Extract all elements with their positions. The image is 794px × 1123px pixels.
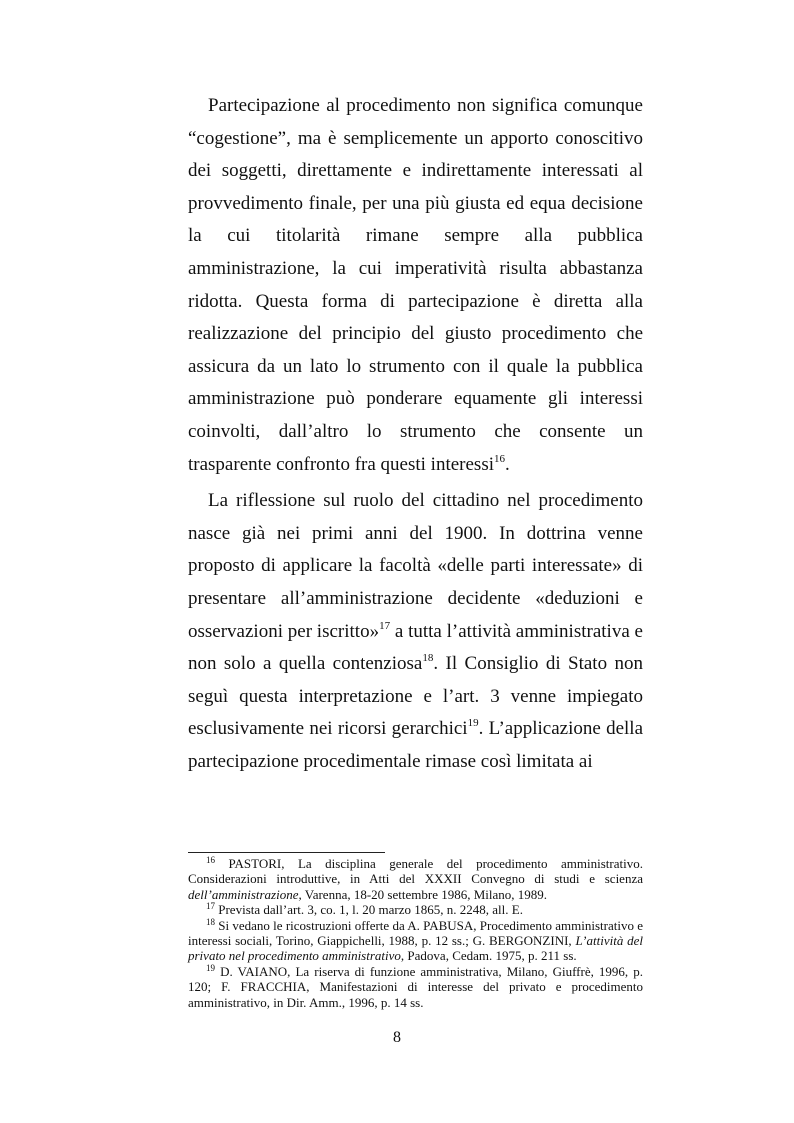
- footnote-separator: [188, 852, 385, 853]
- footnote-number: 19: [206, 962, 215, 973]
- footnote-number: 16: [206, 855, 215, 865]
- footnote-16: [188, 856, 643, 902]
- footnote-text: D. VAIANO, La riserva di funzione amministrativa, Milano, Giuffrè, 1996, p. 120; F. FRACCHIA, Manifestazioni di interesse del privato e procedimento amministrativo, in Dir. Amm., 1996, p. 14 ss.: [188, 963, 643, 1010]
- footnote-text: Varenna, 18-20 settembre 1986, Milano, 1989.: [301, 886, 548, 902]
- paragraph-text: . L’applicazione della partecipazione procedimentale rimase così limitata ai: [188, 718, 644, 772]
- footnote-19: [188, 964, 643, 1010]
- paragraph-text: a tutta l’attività amministrativa e non solo a quella contenziosa: [188, 620, 643, 675]
- footnote-number: 18: [206, 916, 215, 927]
- footnotes: [188, 856, 643, 1010]
- paragraph-2: [188, 485, 643, 778]
- footnote-text: Si vedano le ricostruzioni offerte da A. PABUSA, Procedimento amministrativo e interessi sociali, Torino, Giappichelli, 1988, p. 12 ss.; G. BERGONZINI,: [188, 917, 643, 949]
- footnote-ref-16[interactable]: 16: [494, 452, 505, 465]
- paragraph-text: . Il Consiglio di Stato non seguì questa interpretazione e l’art. 3 venne impiegato esclusivamente nei ricorsi gerarchici: [188, 653, 643, 740]
- footnote-text: , Padova, Cedam. 1975, p. 211 ss.: [400, 948, 577, 964]
- footnote-ref-18[interactable]: 18: [422, 652, 434, 665]
- page-number: 8: [393, 1029, 401, 1046]
- footnote-italic-text: L’attività del privato nel procedimento amministrativo: [188, 933, 643, 964]
- paragraph-text: .: [505, 453, 510, 475]
- footnote-number: 17: [206, 901, 215, 912]
- footnote-text: Prevista dall’art. 3, co. 1, l. 20 marzo 1865, n. 2248, all. E.: [215, 902, 523, 918]
- footnote-ref-17[interactable]: 17: [379, 619, 391, 632]
- footnote-italic-text: dell’amministrazione,: [188, 886, 302, 902]
- paragraph-text: Partecipazione al procedimento non significa comunque “cogestione”, ma è semplicemente un apporto conoscitivo dei soggetti, direttamente e indirettamente interessati al provvedimento finale, per una più giusta ed equa decisione la cui titolarità rimane sempre alla pubblica amministrazione, la cui imperatività risulta abbastanza ridotta. Questa forma di partecipazione è diretta alla realizzazione del principio del giusto procedimento che assicura da un lato lo strumento con il quale la pubblica amministrazione può ponderare equamente gli interessi coinvolti, dall’altro lo strumento che consente un trasparente confronto fra questi interessi: [188, 95, 643, 475]
- body-text: [188, 90, 643, 778]
- paragraph-text: La riflessione sul ruolo del cittadino nel procedimento nasce già nei primi anni del 1900. In dottrina venne proposto di applicare la facoltà «delle parti interessate» di presentare all’amministrazione decidente «deduzioni e osservazioni per iscritto»: [188, 490, 643, 642]
- footnote-text: PASTORI, La disciplina generale del procedimento amministrativo. Considerazioni introduttive, in Atti del XXXII Convegno di studi e scienza: [188, 856, 643, 887]
- footnote-17: [188, 902, 643, 917]
- footnote-18: [188, 918, 643, 964]
- paragraph-1: [188, 90, 643, 481]
- footnote-ref-19[interactable]: 19: [467, 717, 479, 730]
